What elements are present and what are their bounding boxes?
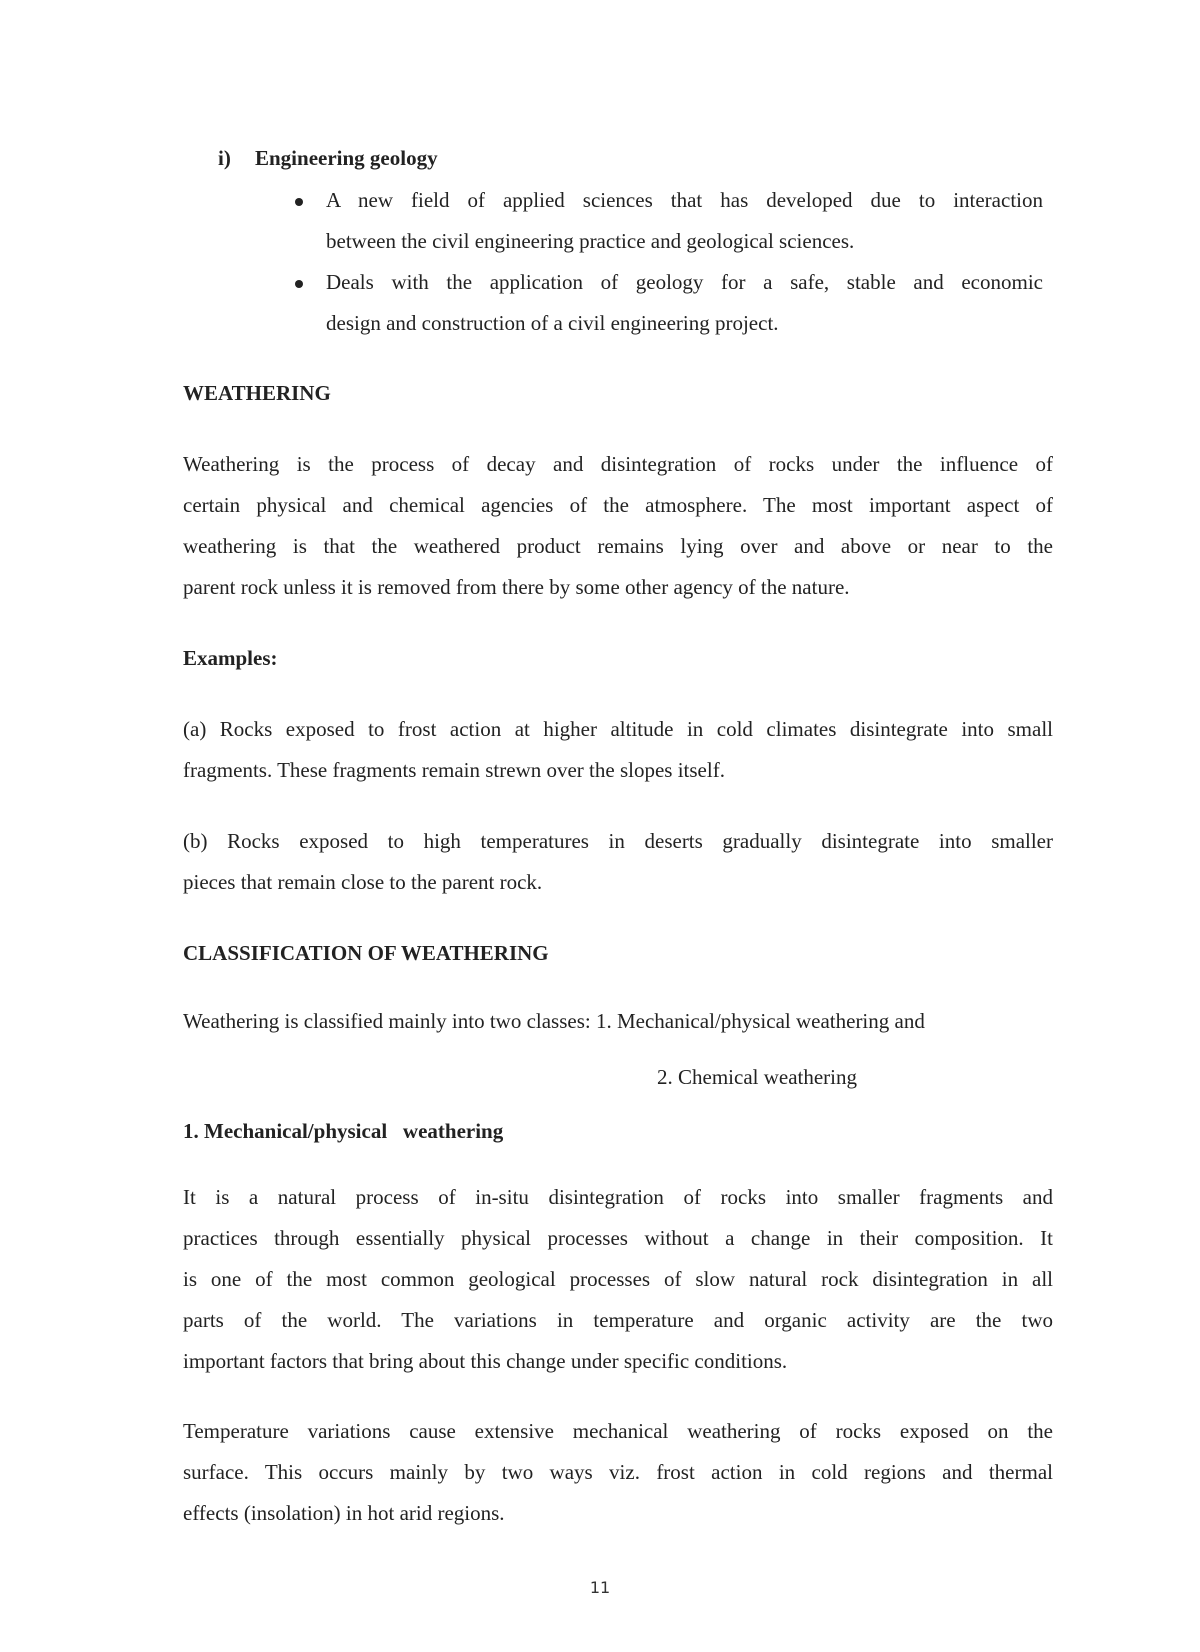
bullet-dot bbox=[295, 280, 303, 288]
bullet-2-line-2: design and construction of a civil engineering project. bbox=[326, 311, 779, 335]
heading-examples: Examples: bbox=[183, 646, 278, 670]
mechanical-paragraph-2-line: effects (insolation) in hot arid regions. bbox=[183, 1501, 505, 1525]
mechanical-paragraph-2-line: surface. This occurs mainly by two ways viz. frost action in cold regions and thermal bbox=[183, 1460, 1053, 1484]
section-number: i) bbox=[218, 146, 231, 170]
page-number: 11 bbox=[589, 1578, 611, 1597]
weathering-paragraph-line: certain physical and chemical agencies of the atmosphere. The most important aspect of bbox=[183, 493, 1053, 517]
mechanical-paragraph-2-line: Temperature variations cause extensive mechanical weathering of rocks exposed on the bbox=[183, 1419, 1053, 1443]
heading-weathering: WEATHERING bbox=[183, 381, 331, 405]
weathering-paragraph-line: Weathering is the process of decay and disintegration of rocks under the influence of bbox=[183, 452, 1053, 476]
example-b-line: pieces that remain close to the parent rock. bbox=[183, 870, 543, 894]
mechanical-paragraph-1-line: practices through essentially physical processes without a change in their composition. It bbox=[183, 1226, 1053, 1250]
weathering-paragraph-line: weathering is that the weathered product remains lying over and above or near to the bbox=[183, 534, 1053, 558]
example-a-line: (a) Rocks exposed to frost action at higher altitude in cold climates disintegrate into small bbox=[183, 717, 1053, 741]
section-heading-engineering-geology: Engineering geology bbox=[255, 146, 438, 170]
heading-mechanical-physical-weathering: 1. Mechanical/physical weathering bbox=[183, 1119, 504, 1143]
mechanical-paragraph-1-line: is one of the most common geological processes of slow natural rock disintegration in all bbox=[183, 1267, 1053, 1291]
heading-classification-of-weathering: CLASSIFICATION OF WEATHERING bbox=[183, 941, 549, 965]
classification-line-2: 2. Chemical weathering bbox=[657, 1065, 858, 1089]
example-b-line: (b) Rocks exposed to high temperatures in deserts gradually disintegrate into smaller bbox=[183, 829, 1053, 853]
bullet-1-line-1: A new field of applied sciences that has developed due to interaction bbox=[326, 188, 1043, 212]
classification-line-1: Weathering is classified mainly into two classes: 1. Mechanical/physical weathering and bbox=[183, 1009, 925, 1033]
example-a-line: fragments. These fragments remain strewn over the slopes itself. bbox=[183, 758, 725, 782]
weathering-paragraph-line: parent rock unless it is removed from there by some other agency of the nature. bbox=[183, 575, 850, 599]
bullet-dot bbox=[295, 198, 303, 206]
mechanical-paragraph-1-line: It is a natural process of in-situ disintegration of rocks into smaller fragments and bbox=[183, 1185, 1053, 1209]
bullet-2-line-1: Deals with the application of geology for a safe, stable and economic bbox=[326, 270, 1043, 294]
mechanical-paragraph-1-line: parts of the world. The variations in temperature and organic activity are the two bbox=[183, 1308, 1053, 1332]
bullet-1-line-2: between the civil engineering practice and geological sciences. bbox=[326, 229, 855, 253]
mechanical-paragraph-1-line: important factors that bring about this change under specific conditions. bbox=[183, 1349, 788, 1373]
